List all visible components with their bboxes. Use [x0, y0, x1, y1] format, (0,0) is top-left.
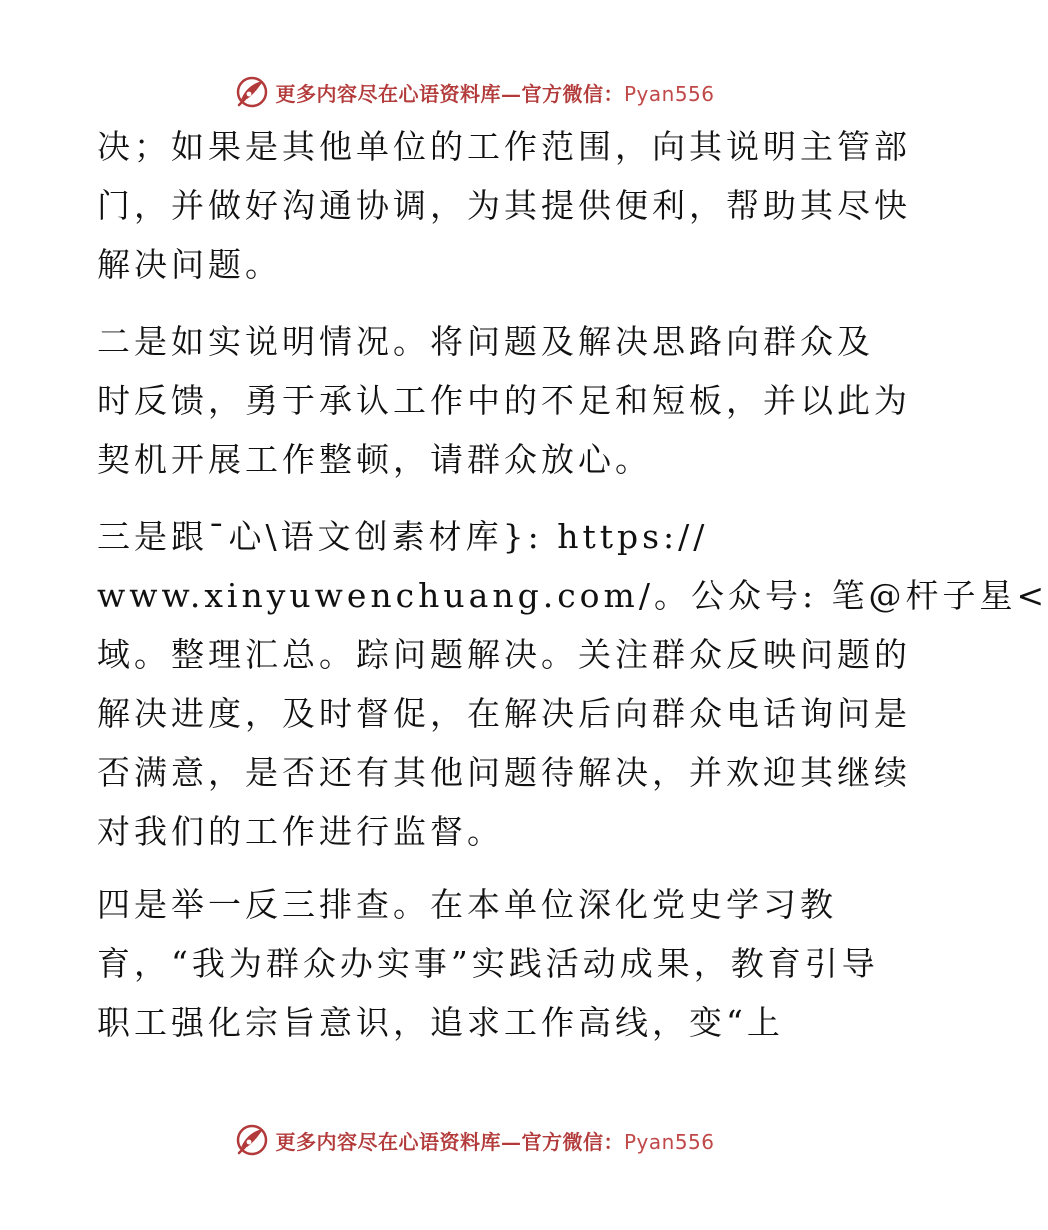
- paragraph-2: [97, 319, 911, 496]
- footer-banner: [0, 1120, 950, 1160]
- pen-nib-logo-icon: [235, 1123, 269, 1157]
- text-line: www.xinyuwenchuang.com/。公众号: 笔@杆子星<: [97, 576, 1048, 615]
- text-line: 解决进度，及时督促，在解决后向群众电话询问是: [97, 694, 911, 733]
- paragraph-4: [97, 882, 879, 1059]
- document-body: [97, 124, 1048, 1059]
- header-wechat-id: Pyan556: [623, 81, 715, 106]
- footer-wechat-id: Pyan556: [623, 1129, 715, 1154]
- header-banner-text: 更多内容尽在心语资料库—官方微信：Pyan556: [275, 81, 715, 106]
- text-line: 三是跟¯心\语文创素材库}: https://: [97, 517, 709, 556]
- text-line: 解决问题。: [97, 245, 282, 284]
- text-line: 二是如实说明情况。将问题及解决思路向群众及: [97, 322, 874, 361]
- text-line: 门，并做好沟通协调，为其提供便利，帮助其尽快: [97, 186, 911, 225]
- text-line: 职工强化宗旨意识，追求工作高线，变“上: [97, 1003, 784, 1042]
- text-line: 育，“我为群众办实事”实践活动成果，教育引导: [97, 944, 879, 983]
- text-line: 否满意，是否还有其他问题待解决，并欢迎其继续: [97, 753, 911, 792]
- text-line: 契机开展工作整顿，请群众放心。: [97, 440, 652, 479]
- text-line: 时反馈，勇于承认工作中的不足和短板，并以此为: [97, 381, 911, 420]
- text-line: 域。整理汇总。踪问题解决。关注群众反映问题的: [97, 635, 911, 674]
- header-banner: [0, 72, 950, 112]
- footer-banner-text: 更多内容尽在心语资料库—官方微信：Pyan556: [275, 1129, 715, 1154]
- paragraph-3: [97, 514, 1048, 868]
- text-line: 四是举一反三排查。在本单位深化党史学习教: [97, 885, 837, 924]
- text-line: 决；如果是其他单位的工作范围，向其说明主管部: [97, 127, 911, 166]
- paragraph-1: [97, 124, 911, 301]
- text-line: 对我们的工作进行监督。: [97, 812, 504, 851]
- pen-nib-logo-icon: [235, 75, 269, 109]
